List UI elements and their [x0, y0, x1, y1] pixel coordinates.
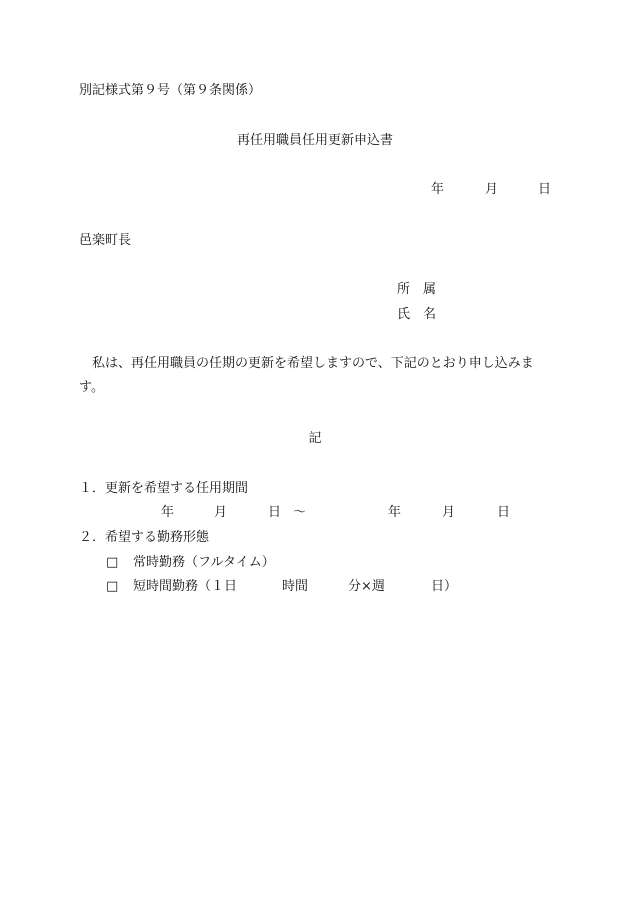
affiliation-label: 所 属 — [397, 282, 437, 297]
period-to-day: 日 — [497, 505, 511, 520]
date-day-label: 日 — [538, 182, 552, 197]
date-month-label: 月 — [485, 182, 499, 197]
fulltime-checkbox[interactable]: □ — [106, 555, 119, 570]
period-tilde: ～ — [293, 505, 307, 520]
body-paragraph: 私は、再任用職員の任期の更新を希望しますので、下記のとおり申し込みます。 — [79, 356, 534, 395]
ki-heading: 記 — [308, 431, 322, 446]
parttime-hours-label: 時間 — [282, 579, 309, 594]
addressee: 邑楽町長 — [79, 233, 132, 248]
name-label: 氏 名 — [397, 307, 437, 322]
form-title: 再任用職員任用更新申込書 — [236, 133, 393, 148]
period-from-year: 年 — [161, 505, 175, 520]
parttime-checkbox[interactable]: □ — [106, 579, 119, 594]
period-to-month: 月 — [442, 505, 456, 520]
item-2-label: ２．希望する勤務形態 — [79, 530, 210, 545]
parttime-days-label: 日） — [431, 579, 458, 594]
item-1-label: １．更新を希望する任用期間 — [79, 481, 249, 496]
period-from-month: 月 — [214, 505, 228, 520]
period-to-year: 年 — [388, 505, 402, 520]
date-year-label: 年 — [431, 182, 445, 197]
parttime-text-prefix: 短時間勤務（１日 — [133, 579, 238, 594]
fulltime-text: 常時勤務（フルタイム） — [133, 555, 275, 570]
form-number: 別記様式第９号（第９条関係） — [79, 83, 262, 98]
parttime-minutes-week-label: 分×週 — [348, 579, 385, 594]
period-from-day: 日 — [268, 505, 282, 520]
